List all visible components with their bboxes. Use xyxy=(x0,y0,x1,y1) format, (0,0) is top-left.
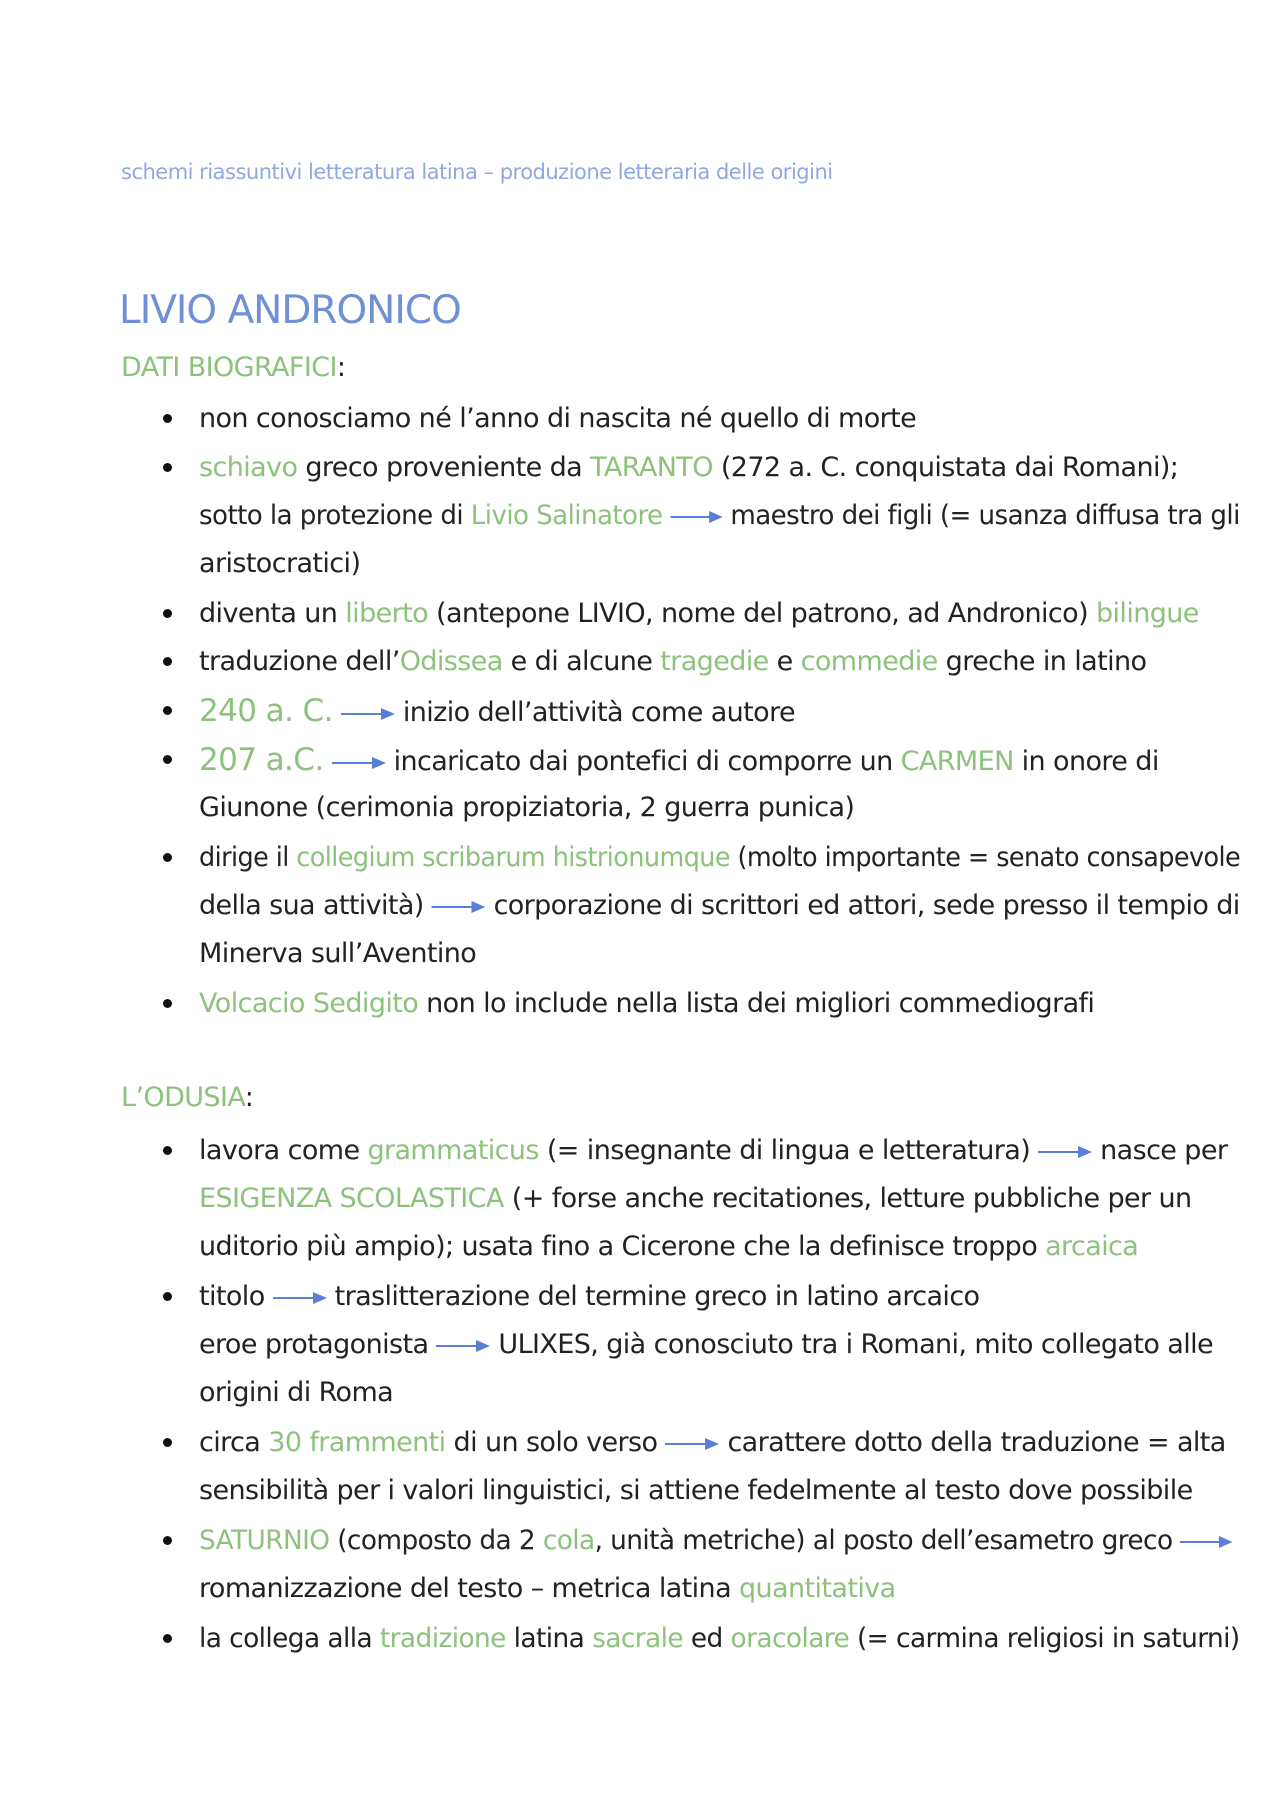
arrow-right-icon xyxy=(665,1437,719,1451)
arrow-right-icon xyxy=(341,707,395,721)
text-line: ESIGENZA SCOLASTICA (+ forse anche recitationes, letture pubbliche per un xyxy=(199,1183,1192,1214)
bullet-dot xyxy=(163,1146,172,1155)
bullet-dot xyxy=(163,463,172,472)
text-line: titolo traslitterazione del termine greco in latino arcaico xyxy=(199,1281,980,1312)
bullet-dot xyxy=(163,853,172,862)
bullet-dot xyxy=(163,609,172,618)
text-line: la collega alla tradizione latina sacrale ed oracolare (= carmina religiosi in saturni) xyxy=(199,1623,1240,1654)
text-line: dirige il collegium scribarum histrionumque (molto importante = senato consapevole xyxy=(199,842,1241,873)
text-line: SATURNIO (composto da 2 cola, unità metriche) al posto dell’esametro greco xyxy=(199,1517,1241,1565)
section-heading-text: DATI BIOGRAFICI xyxy=(121,352,337,383)
text-line: origini di Roma xyxy=(199,1377,394,1408)
bullet-dot xyxy=(163,414,172,423)
bullet-dot xyxy=(163,1634,172,1643)
arrow-right-icon xyxy=(670,510,722,524)
bullet-dot xyxy=(163,1536,172,1545)
text-line: schiavo greco proveniente da TARANTO (272 a. C. conquistata dai Romani); xyxy=(199,452,1179,483)
text-line: uditorio più ampio); usata fino a Cicerone che la definisce troppo arcaica xyxy=(199,1231,1139,1262)
bullet-dot xyxy=(163,1292,172,1301)
text-line: aristocratici) xyxy=(199,548,361,579)
text-line: 240 a. C. inizio dell’attività come autore xyxy=(199,693,796,729)
bullet-dot xyxy=(163,1438,172,1447)
section-heading-odusia xyxy=(121,1082,253,1113)
text-line: Volcacio Sedigito non lo include nella lista dei migliori commediografi xyxy=(199,988,1095,1019)
bullet-dot xyxy=(163,755,172,764)
section-heading-text: L’ODUSIA xyxy=(121,1082,245,1113)
bullet-dot xyxy=(163,706,172,715)
bullet-dot xyxy=(163,999,172,1008)
text-line: Minerva sull’Aventino xyxy=(199,938,477,969)
bullet-dot xyxy=(163,657,172,666)
page-header: schemi riassuntivi letteratura latina – produzione letteraria delle origini xyxy=(121,160,833,184)
arrow-right-icon xyxy=(436,1339,490,1353)
arrow-right-icon xyxy=(332,756,386,770)
text-line: circa 30 frammenti di un solo verso carattere dotto della traduzione = alta xyxy=(199,1427,1226,1458)
section-heading-biografici xyxy=(121,352,345,383)
heading-colon: : xyxy=(336,352,346,383)
text-line: della sua attività) corporazione di scrittori ed attori, sede presso il tempio di xyxy=(199,890,1240,921)
text-line: Giunone (cerimonia propiziatoria, 2 guerra punica) xyxy=(199,792,855,823)
text-line: eroe protagonista ULIXES, già conosciuto tra i Romani, mito collegato alle xyxy=(199,1329,1214,1360)
arrow-right-icon xyxy=(1038,1145,1092,1159)
text-line: romanizzazione del testo – metrica latina quantitativa xyxy=(199,1573,896,1604)
text-line: non conosciamo né l’anno di nascita né quello di morte xyxy=(199,403,917,434)
arrow-right-icon xyxy=(432,900,486,914)
text-line: traduzione dell’Odissea e di alcune tragedie e commedie greche in latino xyxy=(199,646,1147,677)
text-line: 207 a.C. incaricato dai pontefici di comporre un CARMEN in onore di xyxy=(199,742,1159,778)
arrow-right-icon xyxy=(273,1291,327,1305)
author-title: LIVIO ANDRONICO xyxy=(119,288,461,333)
text-line: sotto la protezione di Livio Salinatore maestro dei figli (= usanza diffusa tra gli xyxy=(199,500,1240,531)
heading-colon: : xyxy=(244,1082,254,1113)
text-line: lavora come grammaticus (= insegnante di lingua e letteratura) nasce per xyxy=(199,1135,1228,1166)
text-line: diventa un liberto (antepone LIVIO, nome del patrono, ad Andronico) bilingue xyxy=(199,598,1199,629)
arrow-right-icon xyxy=(1180,1535,1233,1549)
text-line: sensibilità per i valori linguistici, si attiene fedelmente al testo dove possibile xyxy=(199,1475,1193,1506)
